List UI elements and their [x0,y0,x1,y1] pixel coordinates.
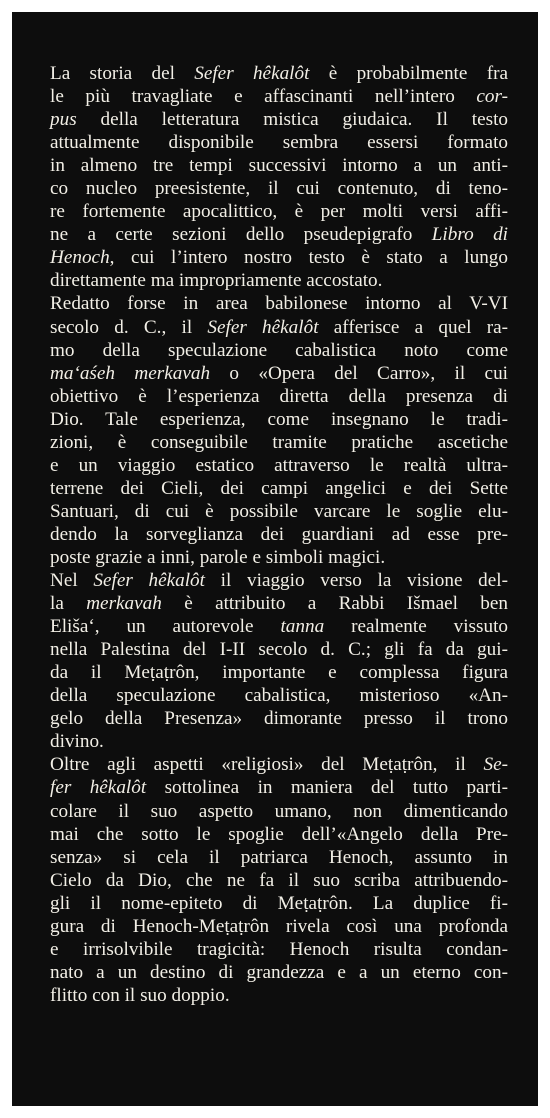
text-line: direttamente ma impropriamente accostato. [50,270,383,292]
text-line: e un viaggio estatico attraverso le realtà ultra- [50,454,508,476]
text-line: le più travagliate e affascinanti nell’intero cor- [50,86,508,108]
text-line: Nel Sefer hêkalôt il viaggio verso la visione del- [50,570,508,592]
text-line: Santuari, di cui è possibile varcare le soglie elu- [50,500,508,522]
text-line: Redatto forse in area babilonese intorno al V-VI [50,293,508,315]
text-line: della speculazione cabalistica, misterioso «An- [50,685,508,707]
text-line: pus della letteratura mistica giudaica. Il testo [50,109,508,131]
text-line: la merkavah è attribuito a Rabbi Išmael ben [50,593,508,615]
text-line: terrene dei Cieli, dei campi angelici e dei Sette [50,477,508,499]
paragraph [50,292,508,569]
text-line: re fortemente apocalittico, è per molti versi affi- [50,201,508,223]
text-line: da il Meṭaṭrôn, importante e complessa figura [50,662,508,684]
body-text [50,62,508,1007]
paragraph [50,62,508,292]
text-line: Oltre agli aspetti «religiosi» del Meṭaṭrôn, il Se- [50,754,508,776]
text-line: senza» si cela il patriarca Henoch, assunto in [50,846,508,868]
text-line: mai che sotto le spoglie dell’«Angelo della Pre- [50,823,508,845]
text-line: mo della speculazione cabalistica noto come [50,339,508,361]
text-line: gura di Henoch-Meṭaṭrôn rivela così una profonda [50,915,508,937]
text-line: La storia del Sefer hêkalôt è probabilmente fra [50,63,509,84]
text-line: nella Palestina del I-II secolo d. C.; gli fa da gui- [50,639,508,661]
text-line: flitto con il suo doppio. [50,984,230,1006]
black-text-panel [12,12,538,1106]
text-line: Eliša‘, un autorevole tanna realmente vissuto [50,616,509,638]
text-line: divino. [50,731,104,753]
text-line: obiettivo è l’esperienza diretta della presenza di [50,385,508,407]
text-line: ne a certe sezioni dello pseudepigrafo Libro di [50,224,508,246]
text-line: dendo la sorveglianza dei guardiani ad esse pre- [50,523,508,545]
text-line: zioni, è conseguibile tramite pratiche ascetiche [50,431,508,453]
text-line: gelo della Presenza» dimorante presso il trono [50,708,508,730]
text-line: colare il suo aspetto umano, non dimenticando [50,800,508,822]
text-line: secolo d. C., il Sefer hêkalôt afferisce a quel ra- [50,316,508,338]
text-line: nato a un destino di grandezza e a un eterno con- [50,961,508,983]
paragraph [50,569,508,753]
text-line: e irrisolvibile tragicità: Henoch risulta condan- [50,938,508,960]
text-line: co nucleo preesistente, il cui contenuto, di teno- [50,178,508,200]
text-line: ma‘aśeh merkavah o «Opera del Carro», il cui [50,362,508,384]
text-line: fer hêkalôt sottolinea in maniera del tutto parti- [50,777,508,799]
text-line: Henoch, cui l’intero nostro testo è stato a lungo [50,247,508,269]
text-line: Dio. Tale esperienza, come insegnano le tradi- [50,408,508,430]
text-line: attualmente disponibile sembra essersi formato [50,132,508,154]
text-line: Cielo da Dio, che ne fa il suo scriba attribuendo- [50,869,508,891]
text-line: poste grazie a inni, parole e simboli magici. [50,546,386,568]
text-line: in almeno tre tempi successivi intorno a un anti- [50,155,508,177]
text-line: gli il nome-epiteto di Meṭaṭrôn. La duplice fi- [50,892,508,914]
paragraph [50,753,508,1007]
